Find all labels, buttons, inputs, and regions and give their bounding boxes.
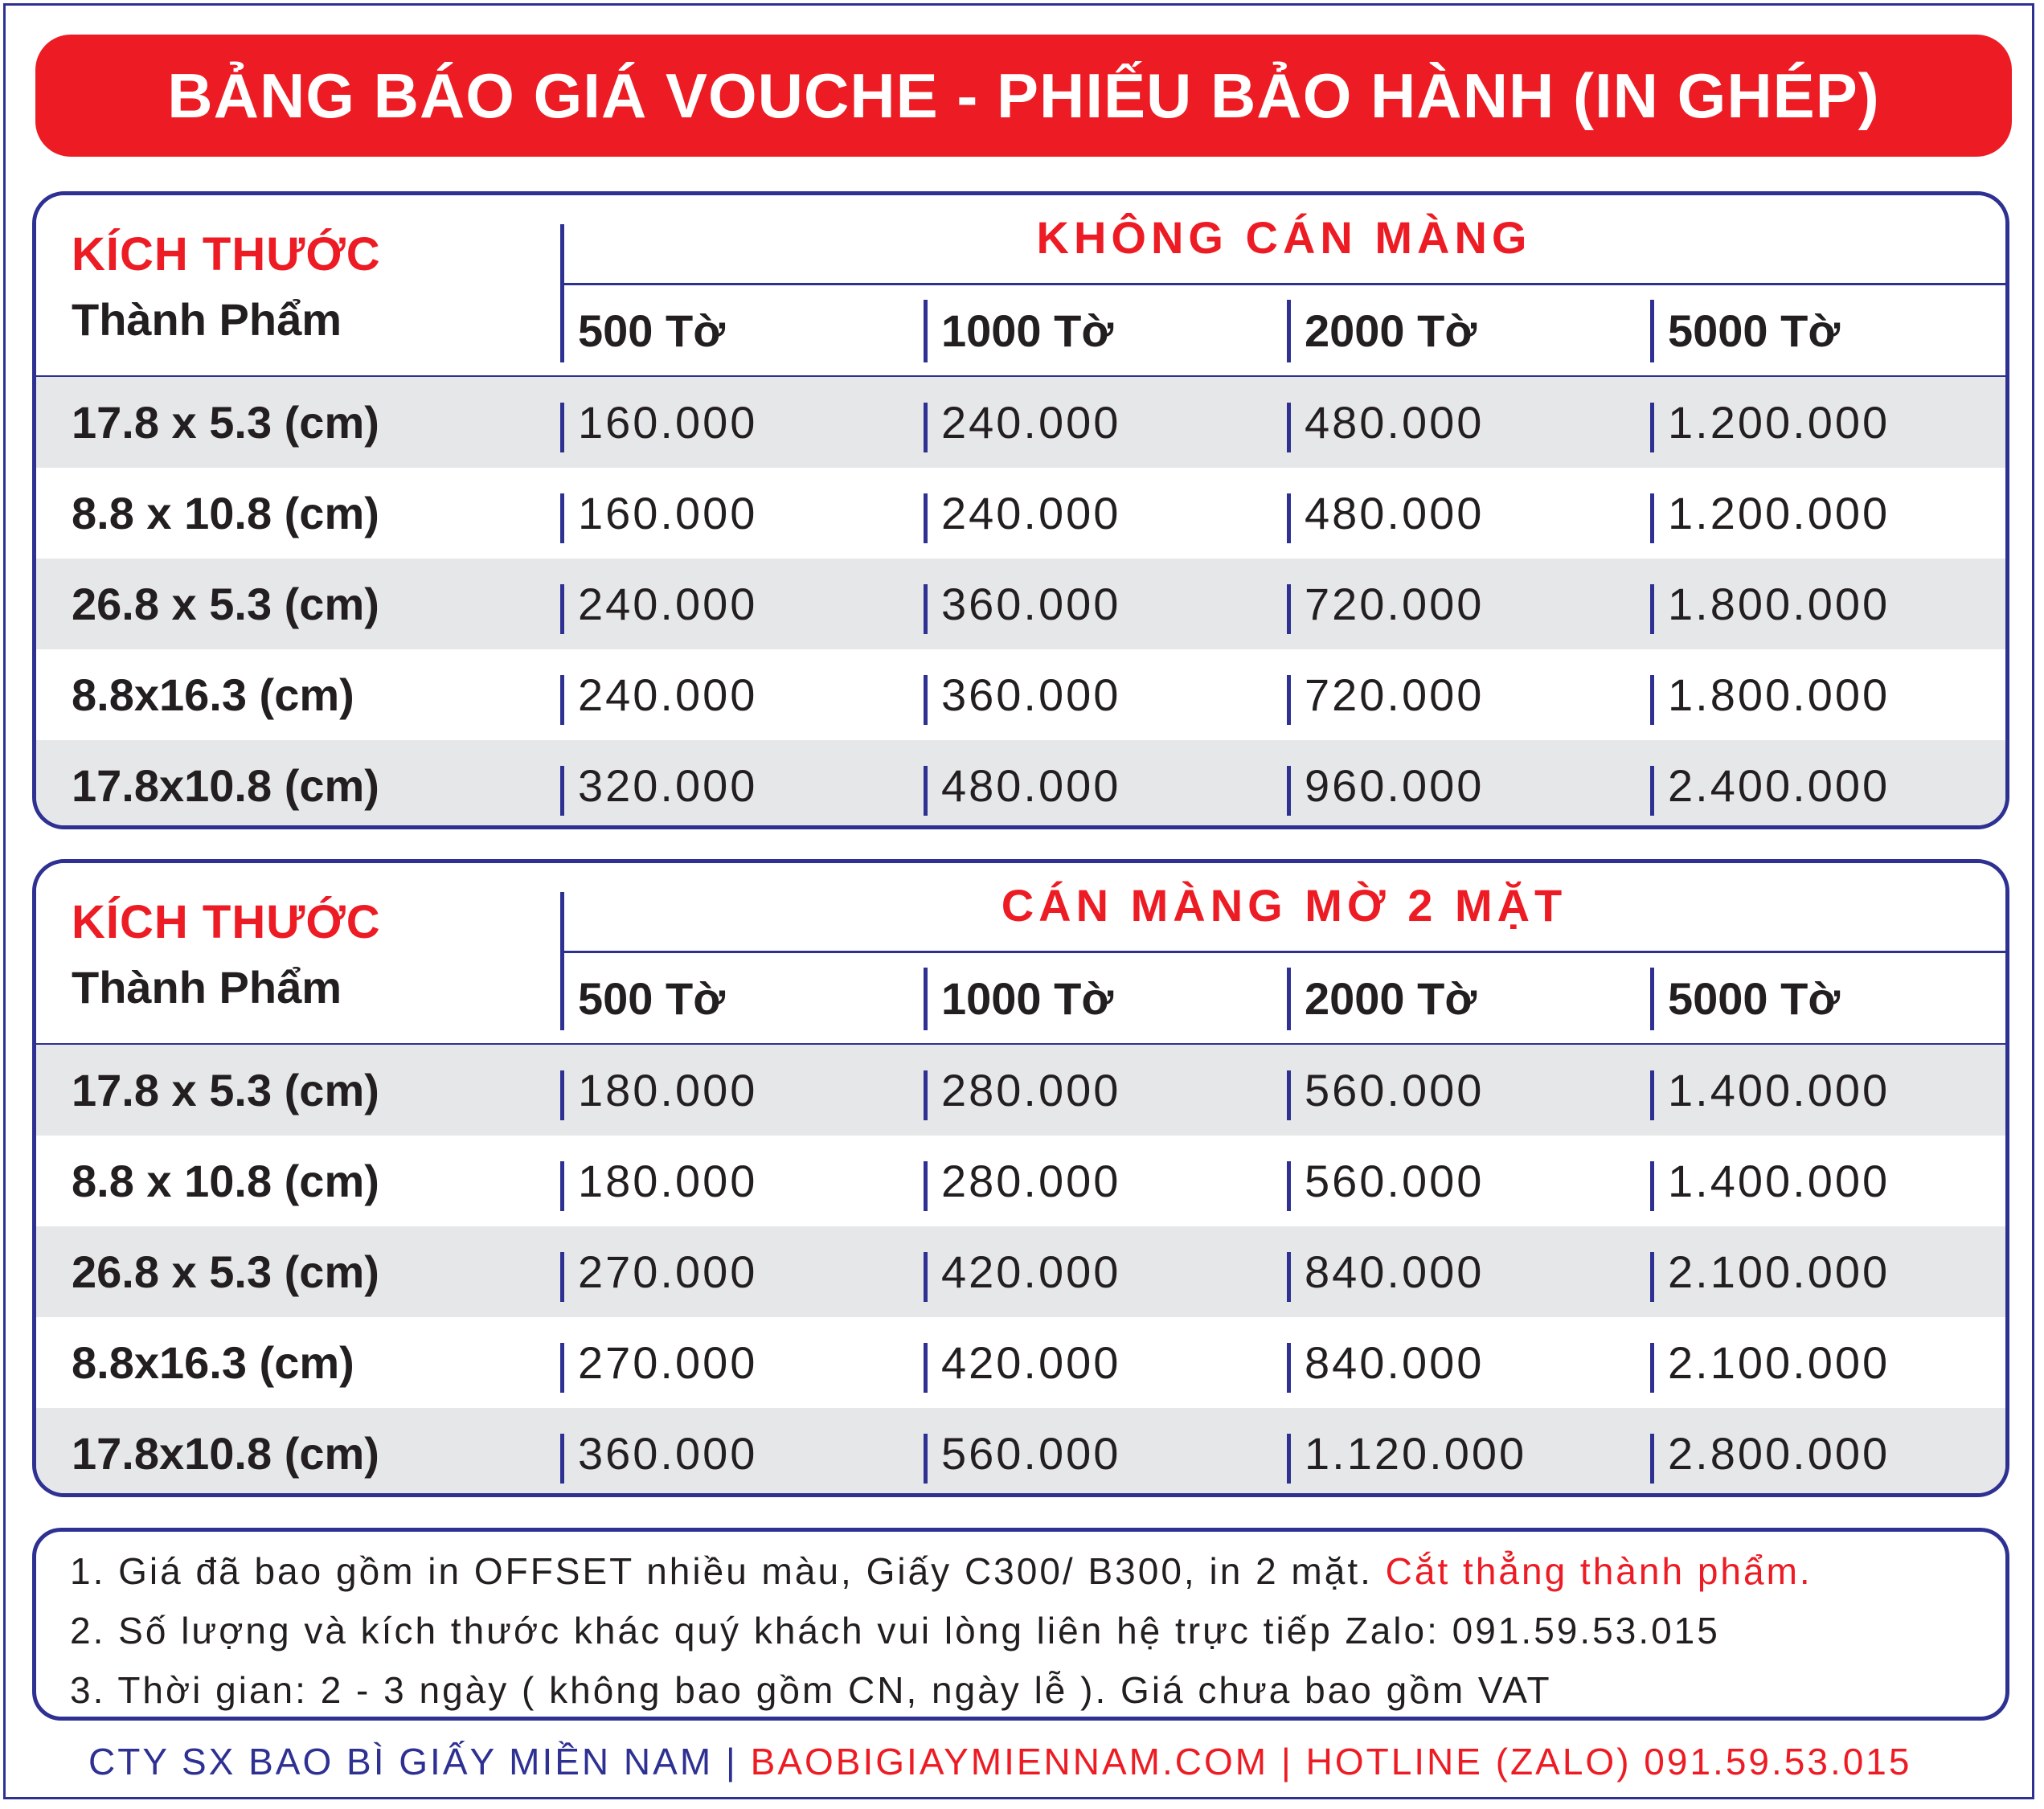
- size-cell: 17.8x10.8 (cm): [72, 760, 379, 811]
- table-row: [36, 649, 2005, 740]
- column-header-label: 2000 Tờ: [1305, 305, 1477, 356]
- group-title: CÁN MÀNG MỜ 2 MẶT: [1001, 880, 1567, 931]
- size-sublabel: Thành Phẩm: [72, 962, 342, 1013]
- price-cell: 2.800.000: [1650, 1427, 1890, 1480]
- size-cell: 8.8x16.3 (cm): [72, 669, 354, 720]
- table-row: [36, 1045, 2005, 1136]
- price-cell: 2.400.000: [1650, 759, 1890, 812]
- column-header: [1287, 972, 1477, 1025]
- price-cell: 1.200.000: [1650, 396, 1890, 448]
- size-cell: 8.8x16.3 (cm): [72, 1337, 354, 1388]
- price-table-matte-lamination: [32, 859, 2009, 1497]
- column-header-label: 500 Tờ: [578, 973, 726, 1024]
- table-row: [36, 1136, 2005, 1226]
- price-cell: 420.000: [924, 1336, 1120, 1389]
- note-1: 1. Giá đã bao gồm in OFFSET nhiều màu, Giấy C300/ B300, in 2 mặt. Cắt thẳng thành phẩm.: [70, 1550, 1813, 1592]
- column-header: [560, 972, 725, 1025]
- table-row: [36, 468, 2005, 559]
- table-row: [36, 377, 2005, 468]
- price-cell: 480.000: [1287, 396, 1484, 448]
- header-rule: [560, 283, 2005, 285]
- size-cell: 26.8 x 5.3 (cm): [72, 579, 379, 629]
- note-2: 2. Số lượng và kích thước khác quý khách vui lòng liên hệ trực tiếp Zalo: 091.59.53.015: [70, 1610, 1720, 1651]
- column-header-label: 1000 Tờ: [941, 973, 1114, 1024]
- size-cell: 8.8 x 10.8 (cm): [72, 1156, 379, 1206]
- size-label: KÍCH THƯỚC: [72, 896, 381, 948]
- price-cell: 2.100.000: [1650, 1336, 1890, 1389]
- price-table-no-lamination: [32, 191, 2009, 829]
- price-cell: 360.000: [924, 669, 1120, 721]
- price-cell: 480.000: [924, 759, 1120, 812]
- price-cell: 160.000: [560, 396, 757, 448]
- price-cell: 560.000: [924, 1427, 1120, 1480]
- column-header-label: 2000 Tờ: [1305, 973, 1477, 1024]
- footer: [88, 1740, 1911, 1783]
- table-body: [36, 1045, 2005, 1497]
- size-cell: 17.8 x 5.3 (cm): [72, 397, 379, 448]
- footer-contact: BAOBIGIAYMIENNAM.COM | HOTLINE (ZALO) 091.59.53.015: [750, 1741, 1912, 1782]
- price-cell: 360.000: [924, 578, 1120, 630]
- header-rule: [560, 951, 2005, 953]
- price-cell: 720.000: [1287, 578, 1484, 630]
- price-cell: 1.120.000: [1287, 1427, 1526, 1480]
- size-sublabel: Thành Phẩm: [72, 294, 342, 345]
- size-cell: 17.8x10.8 (cm): [72, 1428, 379, 1479]
- table-header: [36, 863, 2005, 1043]
- column-header: [924, 305, 1113, 357]
- size-label: KÍCH THƯỚC: [72, 228, 381, 280]
- note-1-highlight: Cắt thẳng thành phẩm.: [1385, 1550, 1813, 1592]
- footer-company: CTY SX BAO BÌ GIẤY MIỀN NAM |: [88, 1741, 751, 1782]
- price-cell: 1.400.000: [1650, 1155, 1890, 1207]
- column-header: [1650, 305, 1840, 357]
- notes-box: [32, 1528, 2009, 1721]
- price-cell: 180.000: [560, 1064, 757, 1116]
- price-cell: 280.000: [924, 1155, 1120, 1207]
- size-cell: 17.8 x 5.3 (cm): [72, 1065, 379, 1115]
- price-cell: 840.000: [1287, 1336, 1484, 1389]
- price-cell: 2.100.000: [1650, 1246, 1890, 1298]
- price-cell: 160.000: [560, 487, 757, 539]
- column-header-label: 5000 Tờ: [1668, 305, 1841, 356]
- price-cell: 240.000: [924, 396, 1120, 448]
- price-cell: 1.200.000: [1650, 487, 1890, 539]
- price-cell: 270.000: [560, 1246, 757, 1298]
- note-3: 3. Thời gian: 2 - 3 ngày ( không bao gồm CN, ngày lễ ). Giá chưa bao gồm VAT: [70, 1669, 1552, 1711]
- table-row: [36, 740, 2005, 829]
- price-cell: 320.000: [560, 759, 757, 812]
- column-header: [1650, 972, 1840, 1025]
- price-cell: 240.000: [924, 487, 1120, 539]
- price-cell: 480.000: [1287, 487, 1484, 539]
- size-cell: 8.8 x 10.8 (cm): [72, 488, 379, 538]
- price-cell: 240.000: [560, 578, 757, 630]
- column-header-label: 5000 Tờ: [1668, 973, 1841, 1024]
- column-header: [1287, 305, 1477, 357]
- column-header: [560, 305, 725, 357]
- table-row: [36, 559, 2005, 649]
- price-cell: 720.000: [1287, 669, 1484, 721]
- table-header: [36, 195, 2005, 375]
- column-header-label: 1000 Tờ: [941, 305, 1114, 356]
- table-row: [36, 1226, 2005, 1317]
- price-cell: 180.000: [560, 1155, 757, 1207]
- price-cell: 420.000: [924, 1246, 1120, 1298]
- page-title: BẢNG BÁO GIÁ VOUCHE - PHIẾU BẢO HÀNH (IN GHÉP): [35, 35, 2012, 157]
- column-header-label: 500 Tờ: [578, 305, 726, 356]
- price-cell: 240.000: [560, 669, 757, 721]
- price-cell: 1.800.000: [1650, 578, 1890, 630]
- table-body: [36, 377, 2005, 829]
- price-cell: 360.000: [560, 1427, 757, 1480]
- price-cell: 1.800.000: [1650, 669, 1890, 721]
- price-cell: 270.000: [560, 1336, 757, 1389]
- table-row: [36, 1408, 2005, 1497]
- price-cell: 560.000: [1287, 1064, 1484, 1116]
- price-cell: 1.400.000: [1650, 1064, 1890, 1116]
- table-row: [36, 1317, 2005, 1408]
- size-cell: 26.8 x 5.3 (cm): [72, 1246, 379, 1297]
- price-cell: 560.000: [1287, 1155, 1484, 1207]
- group-title: KHÔNG CÁN MÀNG: [1036, 212, 1532, 263]
- column-header: [924, 972, 1113, 1025]
- price-cell: 280.000: [924, 1064, 1120, 1116]
- price-cell: 960.000: [1287, 759, 1484, 812]
- price-cell: 840.000: [1287, 1246, 1484, 1298]
